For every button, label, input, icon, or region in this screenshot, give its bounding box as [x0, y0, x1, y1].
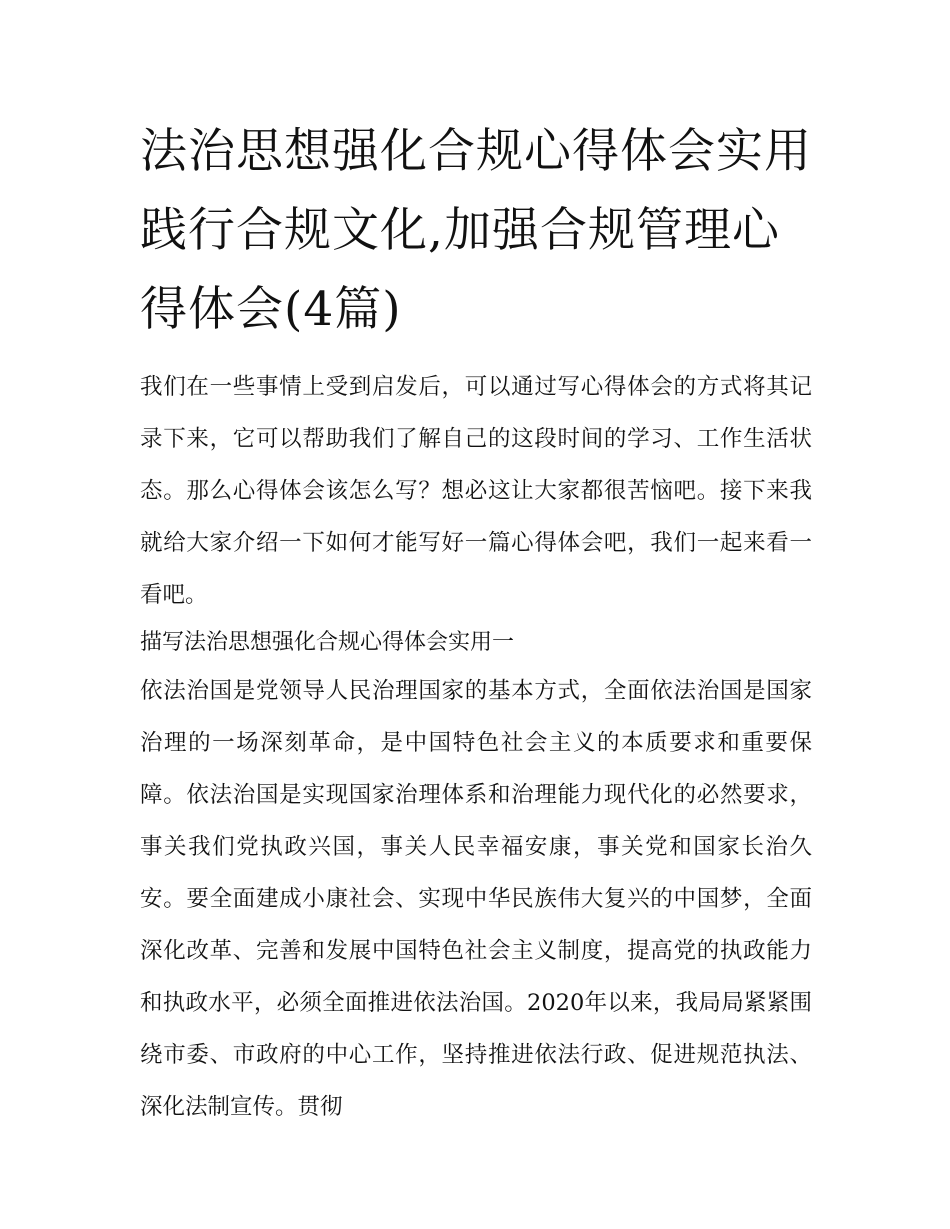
document-page: [140, 112, 812, 1133]
document-title: 法治思想强化合规心得体会实用 践行合规文化,加强合规管理心得体会(4篇): [140, 124, 812, 337]
section-heading: 描写法治思想强化合规心得体会实用一: [140, 630, 515, 655]
intro-paragraph: 我们在一些事情上受到启发后，可以通过写心得体会的方式将其记录下来，它可以帮助我们了解自己的这段时间的学习、工作生活状态。那么心得体会该怎么写？想必这让大家都很苦恼吧。接下来我就给大家介绍一下如何才能写好一篇心得体会吧，我们一起来看一看吧。: [140, 374, 812, 608]
body-paragraph: 依法治国是党领导人民治理国家的基本方式，全面依法治国是国家治理的一场深刻革命，是中国特色社会主义的本质要求和重要保障。依法治国是实现国家治理体系和治理能力现代化的必然要求，事关我们党执政兴国，事关人民幸福安康，事关党和国家长治久安。要全面建成小康社会、实现中华民族伟大复兴的中国梦，全面深化改革、完善和发展中国特色社会主义制度，提高党的执政能力和执政水平，必须全面推进依法治国。2020年以来，我局局紧紧围绕市委、市政府的中心工作，坚持推进依法行政、促进规范执法、深化法制宣传。贯彻: [140, 678, 812, 1120]
